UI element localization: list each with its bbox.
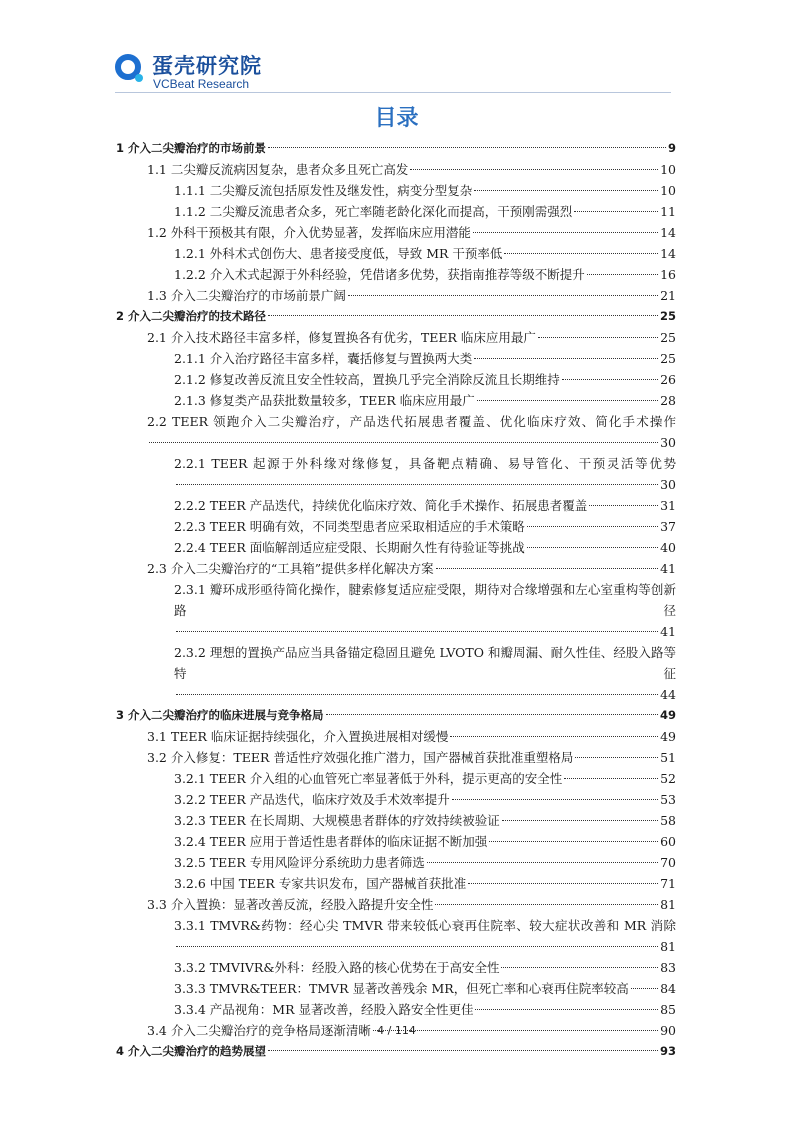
toc-entry[interactable] xyxy=(116,159,676,180)
toc-entry[interactable] xyxy=(116,873,676,894)
toc-entry-page: 71 xyxy=(660,876,676,891)
toc-entry-title: 2.1 介入技术路径丰富多样，修复置换各有优劣，TEER 临床应用最广 xyxy=(147,330,536,345)
toc-entry[interactable] xyxy=(116,516,676,537)
toc-entry-title: 3.2.3 TEER 在长周期、大规模患者群体的疗效持续被验证 xyxy=(174,813,500,828)
toc-entry[interactable] xyxy=(116,768,676,789)
toc-entry-page: 40 xyxy=(660,540,676,555)
toc-leader xyxy=(176,631,658,632)
page-number-total: 114 xyxy=(394,1024,416,1037)
toc-entry[interactable] xyxy=(116,411,676,453)
toc-entry-page: 60 xyxy=(660,834,676,849)
toc-entry-page: 83 xyxy=(660,960,676,975)
toc-leader xyxy=(527,547,658,548)
toc-leader xyxy=(564,778,658,779)
toc-entry-title: 2.2 TEER 领跑介入二尖瓣治疗，产品迭代拓展患者覆盖、优化临床疗效、简化手术操作 xyxy=(147,414,676,429)
toc-entry[interactable] xyxy=(116,957,676,978)
toc-entry-title: 3.3.2 TMVIVR&外科：经股入路的核心优势在于高安全性 xyxy=(174,960,500,975)
toc-entry[interactable] xyxy=(116,894,676,915)
toc-entry-title: 3.2.2 TEER 产品迭代，临床疗效及手术效率提升 xyxy=(174,792,450,807)
toc-leader xyxy=(477,400,658,401)
page-number-separator: / xyxy=(387,1024,392,1037)
toc-entry[interactable] xyxy=(116,369,676,390)
toc-entry-title: 3.4 介入二尖瓣治疗的竞争格局逐渐清晰 xyxy=(147,1023,371,1038)
toc-entry-title: 1.1.2 二尖瓣反流患者众多，死亡率随老龄化深化而提高，干预刚需强烈 xyxy=(174,204,573,219)
toc-entry-page: 41 xyxy=(660,561,676,576)
toc-entry-title: 2.2.4 TEER 面临解剖适应症受限、长期耐久性有待验证等挑战 xyxy=(174,540,525,555)
toc-leader xyxy=(326,714,658,715)
toc-entry-page: 49 xyxy=(660,729,676,744)
toc-entry[interactable] xyxy=(116,390,676,411)
toc-entry-title: 1 介入二尖瓣治疗的市场前景 xyxy=(116,141,267,155)
toc-entry[interactable] xyxy=(116,285,676,306)
toc-entry-title: 3.3.3 TMVR&TEER：TMVR 显著改善残余 MR，但死亡率和心衰再住院率较高 xyxy=(174,981,629,996)
toc-entry-page: 81 xyxy=(660,897,676,912)
toc-entry-title: 3.2.6 中国 TEER 专家共识发布，国产器械首获批准 xyxy=(174,876,467,891)
toc-entry-page: 58 xyxy=(660,813,676,828)
toc-entry-page: 44 xyxy=(660,687,676,702)
toc-leader xyxy=(587,274,658,275)
toc-entry-title: 2.1.2 修复改善反流且安全性较高，置换几乎完全消除反流且长期维持 xyxy=(174,372,560,387)
toc-leader xyxy=(176,694,658,695)
toc-entry-page: 25 xyxy=(659,309,676,323)
toc-entry-title: 3.2.5 TEER 专用风险评分系统助力患者筛选 xyxy=(174,855,425,870)
toc-entry-title: 1.2 外科干预极其有限，介入优势显著，发挥临床应用潜能 xyxy=(147,225,471,240)
toc-entry-page: 93 xyxy=(659,1044,676,1058)
toc-entry[interactable] xyxy=(116,810,676,831)
toc-entry-page: 37 xyxy=(660,519,676,534)
toc-entry-page: 28 xyxy=(660,393,676,408)
toc-entry-page: 53 xyxy=(660,792,676,807)
toc-entry-page: 26 xyxy=(660,372,676,387)
toc-entry-page: 30 xyxy=(660,435,676,450)
toc-leader xyxy=(489,841,658,842)
toc-entry-page: 52 xyxy=(660,771,676,786)
toc-entry-title: 3.3.4 产品视角：MR 显著改善，经股入路安全性更佳 xyxy=(174,1002,474,1017)
toc-entry[interactable] xyxy=(116,999,676,1020)
toc-entry[interactable] xyxy=(116,642,676,705)
toc-leader xyxy=(268,147,666,148)
page-header xyxy=(115,48,671,94)
toc-leader xyxy=(502,820,658,821)
toc-leader xyxy=(149,442,658,443)
toc-entry-title: 3.2.4 TEER 应用于普适性患者群体的临床证据不断加强 xyxy=(174,834,488,849)
toc-leader xyxy=(348,295,658,296)
toc-leader xyxy=(562,379,658,380)
toc-entry-page: 9 xyxy=(667,141,676,155)
toc-entry[interactable] xyxy=(116,348,676,369)
toc-entry-page: 51 xyxy=(660,750,676,765)
toc-leader xyxy=(176,946,658,947)
toc-leader xyxy=(410,169,658,170)
toc-entry-title: 3.1 TEER 临床证据持续强化，介入置换进展相对缓慢 xyxy=(147,729,449,744)
toc-entry-title: 1.1 二尖瓣反流病因复杂，患者众多且死亡高发 xyxy=(147,162,409,177)
toc-entry-title: 2.3 介入二尖瓣治疗的“工具箱”提供多样化解决方案 xyxy=(147,561,434,576)
toc-entry-title: 3.2 介入修复：TEER 普适性疗效强化推广潜力，国产器械首获批准重塑格局 xyxy=(147,750,574,765)
toc-entry-title: 2.2.2 TEER 产品迭代，持续优化临床疗效、简化手术操作、拓展患者覆盖 xyxy=(174,498,588,513)
logo-text-cn: 蛋壳研究院 xyxy=(152,54,262,78)
page-footer xyxy=(0,1024,793,1037)
toc-leader xyxy=(527,526,658,527)
toc-entry-title: 1.2.1 外科术式创伤大、患者接受度低，导致 MR 干预率低 xyxy=(174,246,503,261)
toc-entry[interactable] xyxy=(116,579,676,642)
toc-entry[interactable] xyxy=(116,537,676,558)
toc-entry-page: 85 xyxy=(660,1002,676,1017)
toc-entry-page: 49 xyxy=(659,708,676,722)
toc-entry-page: 21 xyxy=(660,288,676,303)
toc-leader xyxy=(268,1050,658,1051)
toc-leader xyxy=(436,568,658,569)
toc-entry-page: 11 xyxy=(660,204,676,219)
toc-entry[interactable] xyxy=(116,705,676,726)
toc-entry[interactable] xyxy=(116,852,676,873)
toc-entry-title: 1.1.1 二尖瓣反流包括原发性及继发性，病变分型复杂 xyxy=(174,183,473,198)
toc-entry-title: 3.2.1 TEER 介入组的心血管死亡率显著低于外科，提示更高的安全性 xyxy=(174,771,563,786)
toc-entry-title: 2.2.3 TEER 明确有效，不同类型患者应采取相适应的手术策略 xyxy=(174,519,525,534)
toc-leader xyxy=(501,967,658,968)
toc-leader xyxy=(504,253,658,254)
toc-leader xyxy=(176,484,658,485)
toc-entry[interactable] xyxy=(116,789,676,810)
toc-entry-title: 4 介入二尖瓣治疗的趋势展望 xyxy=(116,1044,267,1058)
toc-entry[interactable] xyxy=(116,306,676,327)
toc-entry-title: 1.2.2 介入术式起源于外科经验，凭借诸多优势，获指南推荐等级不断提升 xyxy=(174,267,585,282)
header-divider xyxy=(115,92,671,93)
toc-leader xyxy=(538,337,658,338)
toc-leader xyxy=(575,757,658,758)
toc-entry[interactable] xyxy=(116,726,676,747)
toc-entry-title: 2.3.2 理想的置换产品应当具备锚定稳固且避免 LVOTO 和瓣周漏、耐久性佳、经股入路等特征 xyxy=(174,645,676,681)
toc-entry-page: 25 xyxy=(660,351,676,366)
toc-entry[interactable] xyxy=(116,495,676,516)
toc-leader xyxy=(475,1009,658,1010)
toc-leader xyxy=(474,358,658,359)
toc-leader xyxy=(473,232,658,233)
toc-entry-title: 2.3.1 瓣环成形亟待简化操作，腱索修复适应症受限，期待对合缘增强和左心室重构等创新路径 xyxy=(174,582,676,618)
toc-entry-title: 3.3.1 TMVR&药物：经心尖 TMVR 带来较低心衰再住院率、较大症状改善和 MR 消除 xyxy=(174,918,676,933)
toc-entry-page: 10 xyxy=(660,162,676,177)
toc-entry-page: 14 xyxy=(660,246,676,261)
logo-text-en: VCBeat Research xyxy=(153,77,250,91)
toc-entry[interactable] xyxy=(116,180,676,201)
toc-entry[interactable] xyxy=(116,138,676,159)
toc-leader xyxy=(435,904,658,905)
toc-leader xyxy=(450,736,658,737)
toc-entry-page: 16 xyxy=(660,267,676,282)
toc-entry[interactable] xyxy=(116,831,676,852)
toc-entry-title: 1.3 介入二尖瓣治疗的市场前景广阔 xyxy=(147,288,346,303)
toc-entry[interactable] xyxy=(116,453,676,495)
toc-entry[interactable] xyxy=(116,747,676,768)
toc-leader xyxy=(468,883,658,884)
toc-leader xyxy=(427,862,658,863)
toc-entry-title: 2.1.1 介入治疗路径丰富多样，囊括修复与置换两大类 xyxy=(174,351,473,366)
toc-entry-page: 31 xyxy=(660,498,676,513)
toc-entry[interactable] xyxy=(116,327,676,348)
toc-entry[interactable] xyxy=(116,264,676,285)
toc-leader xyxy=(631,988,658,989)
toc-entry-title: 3.3 介入置换：显著改善反流，经股入路提升安全性 xyxy=(147,897,434,912)
logo-dot-icon xyxy=(135,74,143,82)
table-of-contents xyxy=(116,138,676,1062)
toc-entry-page: 81 xyxy=(660,939,676,954)
toc-entry[interactable] xyxy=(116,915,676,957)
toc-entry-title: 3 介入二尖瓣治疗的临床进展与竞争格局 xyxy=(116,708,324,722)
toc-entry-title: 2 介入二尖瓣治疗的技术路径 xyxy=(116,309,267,323)
toc-entry[interactable] xyxy=(116,243,676,264)
toc-leader xyxy=(574,211,658,212)
toc-entry-page: 30 xyxy=(660,477,676,492)
toc-entry[interactable] xyxy=(116,201,676,222)
toc-entry-page: 70 xyxy=(660,855,676,870)
toc-leader xyxy=(268,315,658,316)
toc-leader xyxy=(589,505,658,506)
toc-entry-title: 2.1.3 修复类产品获批数量较多，TEER 临床应用最广 xyxy=(174,393,475,408)
toc-entry-page: 25 xyxy=(660,330,676,345)
toc-entry-page: 10 xyxy=(660,183,676,198)
toc-entry-title: 2.2.1 TEER 起源于外科缘对缘修复，具备靶点精确、易导管化、干预灵活等优势 xyxy=(174,456,676,471)
toc-entry[interactable] xyxy=(116,558,676,579)
toc-entry-page: 14 xyxy=(660,225,676,240)
toc-entry-page: 84 xyxy=(660,981,676,996)
toc-entry[interactable] xyxy=(116,978,676,999)
page-title: 目录 xyxy=(374,106,419,131)
toc-entry-page: 90 xyxy=(660,1023,676,1038)
toc-entry[interactable] xyxy=(116,222,676,243)
toc-leader xyxy=(474,190,658,191)
toc-entry[interactable] xyxy=(116,1041,676,1062)
toc-entry-page: 41 xyxy=(660,624,676,639)
page-number-current: 4 xyxy=(377,1024,385,1037)
toc-leader xyxy=(452,799,658,800)
